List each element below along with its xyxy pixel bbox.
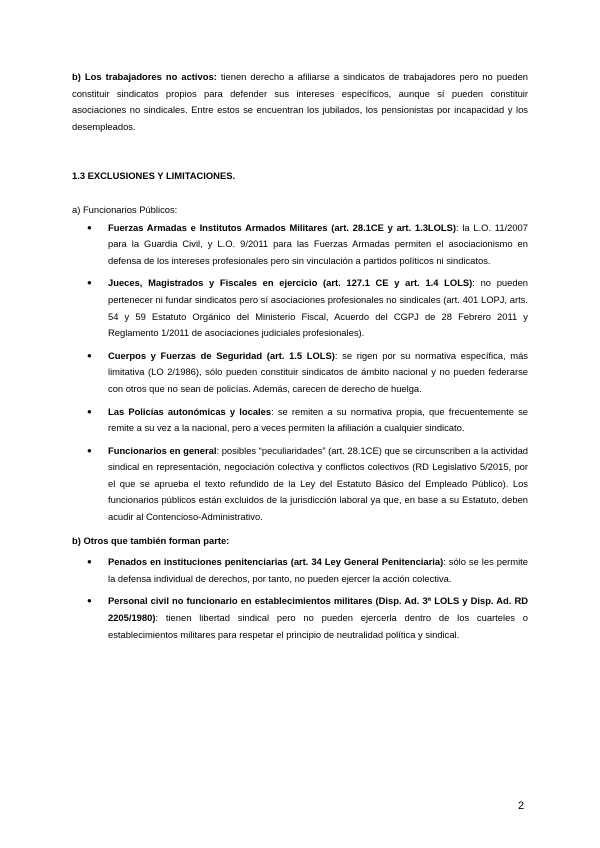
intro-paragraph	[72, 69, 528, 135]
item-bold: Las Policías autonómicas y locales	[108, 405, 272, 417]
subheading-b: b) Otros que también forman parte:	[72, 534, 230, 546]
item-bold: Penados en instituciones penitenciarias (art. 34 Ley General Penitenciaria)	[108, 556, 444, 568]
list-a	[72, 220, 528, 526]
list-item	[72, 554, 528, 587]
intro-text: tienen derecho a afiliarse a sindicatos de trabajadores pero no pueden constituir sindicatos propios para defender sus intereses específicos, aunque sí pueden constituir asociaciones no sindicales. Entre estos se encuentran los jubilados, los pensionistas por incapacidad y los desempleados.	[72, 71, 528, 132]
list-item	[72, 348, 528, 398]
intro-bold: b) Los trabajadores no activos:	[72, 71, 217, 82]
item-text: : la L.O. 11/2007 para la Guardia Civil, y L.O. 9/2011 para las Fuerzas Armadas permiten el asociacionismo en defensa de los intereses profesionales pero sin vinculación a partidos políticos ni sindicatos.	[108, 221, 528, 266]
list-item	[72, 404, 528, 437]
list-item	[72, 593, 528, 643]
item-bold: Fuerzas Armadas e Institutos Armados Militares (art. 28.1CE y art. 1.3LOLS)	[108, 221, 457, 233]
item-text: : posibles “peculiaridades” (art. 28.1CE) que se circunscriben a la actividad sindical en representación, negociación colectiva y conflictos colectivos (RD Legislativo 5/2015, por el que se aprueba el texto refundido de la Ley del Estatuto Básico del Empleado Público). Los funcionarios públicos están excluidos de la jurisdicción laboral ya que, en base a su Estatuto, deben acudir al Contencioso-Administrativo.	[108, 444, 529, 523]
list-item	[72, 275, 528, 341]
item-bold: Jueces, Magistrados y Fiscales en ejercicio (art. 127.1 CE y art. 1.4 LOLS)	[108, 277, 473, 289]
item-bold: Personal civil no funcionario en establecimientos militares (Disp. Ad. 3ª LOLS y Disp. Ad. RD 2205/1980)	[108, 595, 528, 624]
subheading-a: a) Funcionarios Públicos:	[72, 203, 178, 215]
list-item	[72, 443, 528, 526]
item-text: : no pueden pertenecer ni fundar sindicatos pero sí asociaciones profesionales no sindicales (art. 401 LOPJ, arts. 54 y 59 Estatuto Orgánico del Ministerio Fiscal, Acuerdo del CGPJ de 28 Febrero 2011 y Reglamento 1/2011 de asociaciones judiciales profesionales).	[108, 277, 528, 339]
page-number: 2	[518, 800, 525, 812]
item-bold: Cuerpos y Fuerzas de Seguridad (art. 1.5 LOLS)	[108, 349, 335, 361]
item-text: : sólo se les permite la defensa individual de derechos, por tanto, no pueden ejercer la acción colectiva.	[108, 556, 528, 584]
list-b	[72, 554, 528, 643]
document-page	[72, 69, 528, 649]
item-text: : se remiten a su normativa propia, que frecuentemente se remite a su vez a la nacional, pero a veces permiten la afiliación a cualquier sindicato.	[108, 405, 528, 434]
section-title: 1.3 EXCLUSIONES Y LIMITACIONES.	[72, 170, 236, 182]
item-bold: Funcionarios en general	[108, 444, 217, 456]
list-item	[72, 220, 528, 270]
item-text: : tienen libertad sindical pero no pueden ejercerla dentro de los cuarteles o establecimientos militares para respetar el principio de neutralidad política y sindical.	[108, 612, 528, 640]
item-text: : se rigen por su normativa específica, más limitativa (LO 2/1986), sólo pueden constituir sindicatos de ámbito nacional y no pueden federarse con otros que no sean de policías. Además, carecen de derecho de huelga.	[108, 349, 528, 394]
